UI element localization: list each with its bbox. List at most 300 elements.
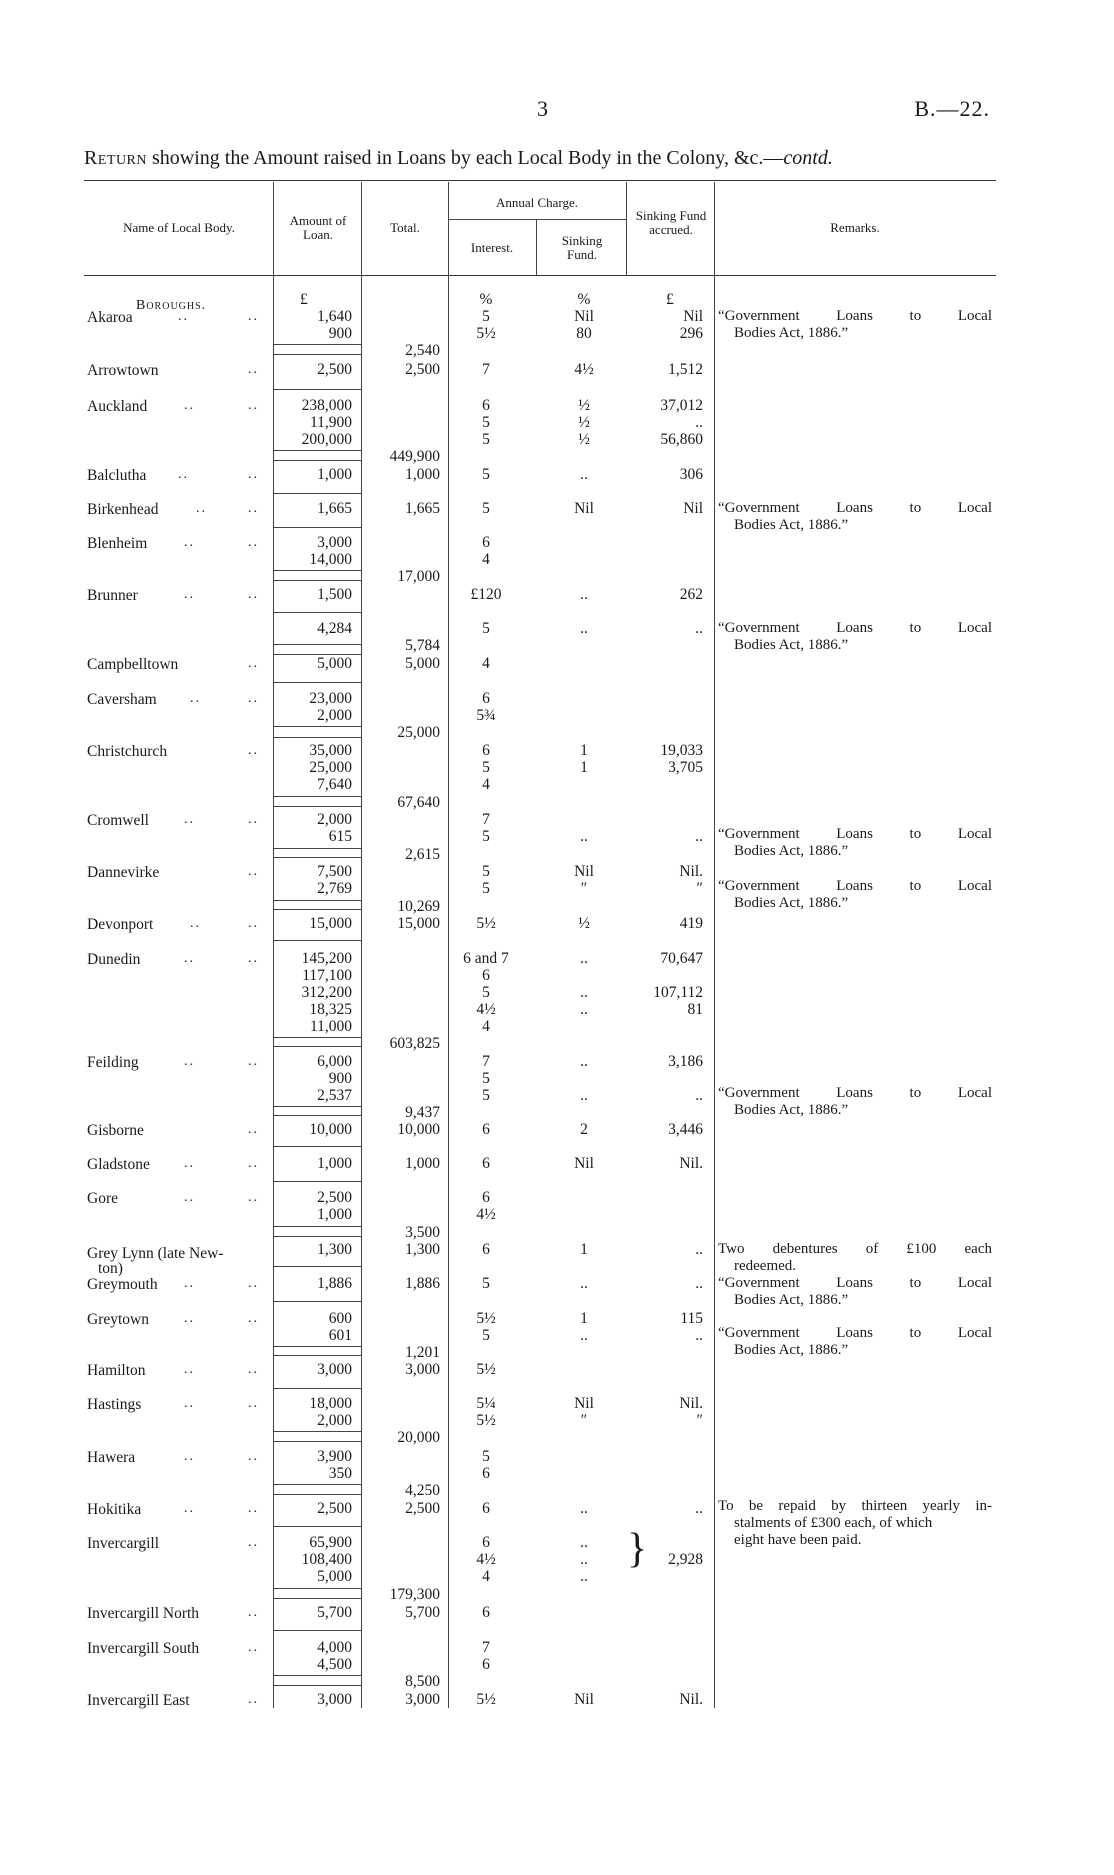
row-name: Invercargill South — [87, 1640, 200, 1657]
accrued-amount: ″ — [696, 1412, 703, 1429]
loan-subtotal-rule — [274, 1346, 361, 1347]
accrued-amount: Nil. — [679, 1155, 703, 1172]
leader-dots: .. — [248, 691, 259, 706]
accrued-amount: 115 — [680, 1310, 703, 1327]
interest-rate: 6 — [482, 1155, 490, 1172]
loan-subtotal-rule — [274, 900, 361, 901]
leader-dots: .. — [248, 1396, 259, 1411]
row-rule — [274, 1598, 361, 1599]
brace-icon: } — [627, 1526, 648, 1572]
loan-amount: 145,200 — [301, 950, 352, 967]
row-rule — [274, 940, 361, 941]
loan-subtotal-rule — [274, 848, 361, 849]
accrued-amount: 306 — [679, 466, 703, 483]
interest-rate: 4 — [482, 1018, 490, 1035]
row-rule — [274, 1526, 361, 1527]
remark-line: “Government Loans to Local — [718, 1275, 992, 1291]
interest-rate: 5½ — [476, 1691, 496, 1708]
remark-line: Bodies Act, 1886.” — [734, 895, 849, 911]
header-annual-charge: Annual Charge. — [495, 195, 579, 210]
sinking-rate: ″ — [580, 1412, 588, 1429]
unit-interest: % — [479, 291, 493, 308]
leader-dots: .. — [248, 1122, 259, 1137]
header-remarks: Remarks. — [830, 220, 880, 235]
loan-amount: 1,665 — [317, 500, 352, 517]
accrued-amount: 56,860 — [660, 431, 703, 448]
loan-amount: 7,500 — [317, 863, 352, 880]
leader-dots: .. — [248, 535, 259, 550]
page-number: 3 — [537, 96, 548, 121]
total-amount: 10,269 — [397, 898, 440, 915]
leader-dots: .. — [248, 1311, 259, 1326]
header-amount: Amount of Loan. — [289, 213, 347, 242]
row-rule — [274, 580, 361, 581]
table-title — [84, 147, 996, 170]
loan-subtotal-rule — [274, 450, 361, 451]
remark-line: Bodies Act, 1886.” — [734, 517, 849, 533]
accrued-amount: 2,928 — [668, 1551, 703, 1568]
row-name: Dunedin — [87, 951, 141, 968]
accrued-amount: 3,446 — [668, 1121, 703, 1138]
loan-amount: 3,000 — [317, 534, 352, 551]
loan-amount: 6,000 — [317, 1053, 352, 1070]
loan-subtotal-rule — [274, 570, 361, 571]
interest-rate: 4 — [482, 776, 490, 793]
row-rule — [274, 1266, 361, 1267]
total-amount: 2,615 — [405, 846, 440, 863]
loan-amount: 350 — [328, 1465, 352, 1482]
leader-dots: .. — [190, 916, 201, 931]
interest-rate: 5¼ — [476, 1395, 496, 1412]
sinking-rate: Nil — [574, 1155, 594, 1172]
row-rule — [274, 1301, 361, 1302]
total-amount: 10,000 — [397, 1121, 440, 1138]
accrued-amount: Nil. — [679, 863, 703, 880]
interest-rate: 6 — [482, 1604, 490, 1621]
remark-line: stalments of £300 each, of which — [734, 1515, 933, 1531]
sinking-rate: 4½ — [574, 361, 594, 378]
loan-amount: 10,000 — [309, 1121, 352, 1138]
accrued-amount: 81 — [687, 1001, 703, 1018]
loan-subtotal-rule — [274, 796, 361, 797]
interest-rate: £120 — [470, 586, 502, 603]
accrued-amount: 107,112 — [653, 984, 703, 1001]
row-name: Birkenhead — [87, 501, 159, 518]
leader-dots: .. — [184, 1501, 195, 1516]
document-reference: B.—22. — [914, 96, 990, 121]
leader-dots: .. — [184, 1276, 195, 1291]
total-amount: 1,000 — [405, 466, 440, 483]
leader-dots: .. — [184, 535, 195, 550]
leader-dots: .. — [184, 1449, 195, 1464]
leader-dots: .. — [184, 1362, 195, 1377]
sinking-rate: .. — [580, 466, 588, 483]
interest-rate: 5 — [482, 1070, 490, 1087]
accrued-amount: .. — [695, 1327, 703, 1344]
total-amount: 179,300 — [389, 1586, 440, 1603]
sinking-rate: 80 — [576, 325, 592, 342]
leader-dots: .. — [248, 1054, 259, 1069]
row-name: Caversham — [87, 691, 157, 708]
row-name: Cromwell — [87, 812, 149, 829]
sinking-rate: Nil — [574, 500, 594, 517]
accrued-amount: 3,186 — [668, 1053, 703, 1070]
header-accrued: Sinking Fund accrued. — [635, 208, 707, 237]
remark-line: Bodies Act, 1886.” — [734, 325, 849, 341]
loan-subtotal-rule — [274, 1484, 361, 1485]
leader-dots: .. — [248, 1692, 259, 1707]
leader-dots: .. — [248, 398, 259, 413]
total-amount: 2,540 — [405, 342, 440, 359]
loan-amount: 601 — [328, 1327, 352, 1344]
sinking-rate: ½ — [578, 414, 590, 431]
remark — [718, 1085, 992, 1119]
sinking-rate: .. — [580, 1053, 588, 1070]
sinking-rate: Nil — [574, 1691, 594, 1708]
row-name: Hawera — [87, 1449, 136, 1466]
interest-rate: 5 — [482, 828, 490, 845]
row-name: Greymouth — [87, 1276, 158, 1293]
interest-rate: 5½ — [476, 1310, 496, 1327]
leader-dots: .. — [248, 916, 259, 931]
row-rule — [274, 612, 361, 613]
sinking-rate: .. — [580, 1500, 588, 1517]
loan-amount: 900 — [328, 325, 352, 342]
remark-line: Bodies Act, 1886.” — [734, 843, 849, 859]
interest-rate: 6 — [482, 1500, 490, 1517]
total-amount: 603,825 — [389, 1035, 440, 1052]
interest-rate: 4½ — [476, 1206, 496, 1223]
loan-amount: 3,000 — [317, 1691, 352, 1708]
loan-amount: 2,500 — [317, 1189, 352, 1206]
loan-amount: 312,200 — [301, 984, 352, 1001]
loan-amount: 2,500 — [317, 361, 352, 378]
interest-rate: 6 — [482, 690, 490, 707]
row-rule — [274, 527, 361, 528]
header-bottom-rule — [84, 275, 996, 276]
loan-amount: 2,000 — [317, 707, 352, 724]
sinking-rate: .. — [580, 984, 588, 1001]
leader-dots: .. — [248, 362, 259, 377]
loan-amount: 35,000 — [309, 742, 352, 759]
loan-amount: 18,325 — [309, 1001, 352, 1018]
row-name: Brunner — [87, 587, 138, 604]
remark — [718, 826, 992, 860]
accrued-amount: .. — [695, 620, 703, 637]
section-heading: Boroughs. — [136, 298, 207, 313]
loan-amount: 18,000 — [309, 1395, 352, 1412]
sinking-rate: Nil — [574, 863, 594, 880]
loan-subtotal-rule — [274, 1037, 361, 1038]
accrued-amount: Nil — [683, 500, 703, 517]
row-rule — [274, 1388, 361, 1389]
accrued-amount: Nil. — [679, 1691, 703, 1708]
accrued-amount: 296 — [679, 325, 703, 342]
column-divider — [714, 182, 715, 1708]
loan-amount: 65,900 — [309, 1534, 352, 1551]
row-name: Akaroa — [87, 309, 133, 326]
accrued-amount: ″ — [696, 880, 703, 897]
accrued-amount: .. — [695, 414, 703, 431]
total-amount: 67,640 — [397, 794, 440, 811]
loan-subtotal-rule — [274, 1106, 361, 1107]
loan-amount: 2,000 — [317, 811, 352, 828]
interest-rate: 4 — [482, 655, 490, 672]
row-name: Gore — [87, 1190, 118, 1207]
total-amount: 3,500 — [405, 1224, 440, 1241]
row-rule — [274, 909, 361, 910]
leader-dots: .. — [248, 1605, 259, 1620]
leader-dots: .. — [248, 1276, 259, 1291]
loan-amount: 5,000 — [317, 655, 352, 672]
loan-amount: 108,400 — [301, 1551, 352, 1568]
loan-amount: 615 — [328, 828, 352, 845]
accrued-amount: 19,033 — [660, 742, 703, 759]
header-sinking-fund: Sinking Fund. — [561, 233, 603, 262]
sinking-rate: .. — [580, 1568, 588, 1585]
remark-line: “Government Loans to Local — [718, 1325, 992, 1341]
row-name: Auckland — [87, 398, 148, 415]
total-amount: 3,000 — [405, 1691, 440, 1708]
loan-amount: 2,769 — [317, 880, 352, 897]
sinking-rate: Nil — [574, 308, 594, 325]
total-amount: 25,000 — [397, 724, 440, 741]
remark — [718, 620, 992, 654]
leader-dots: .. — [178, 467, 189, 482]
remark-line: To be repaid by thirteen yearly in- — [718, 1498, 992, 1514]
sinking-rate: .. — [580, 620, 588, 637]
interest-rate: 6 — [482, 1465, 490, 1482]
row-rule — [274, 389, 361, 390]
interest-rate: 6 — [482, 1121, 490, 1138]
leader-dots: .. — [248, 656, 259, 671]
interest-rate: 6 and 7 — [463, 950, 509, 967]
sinking-rate: Nil — [574, 1395, 594, 1412]
sinking-rate: .. — [580, 950, 588, 967]
loan-amount: 4,284 — [317, 620, 352, 637]
interest-rate: 6 — [482, 1656, 490, 1673]
remark-line: redeemed. — [734, 1258, 797, 1274]
row-name: Dannevirke — [87, 864, 160, 881]
row-name: Invercargill East — [87, 1692, 190, 1709]
total-amount: 9,437 — [405, 1104, 440, 1121]
remark-line: “Government Loans to Local — [718, 308, 992, 324]
loan-amount: 2,500 — [317, 1500, 352, 1517]
sinking-rate: ½ — [578, 915, 590, 932]
leader-dots: .. — [248, 587, 259, 602]
interest-rate: 5 — [482, 880, 490, 897]
loan-subtotal-rule — [274, 726, 361, 727]
row-rule — [274, 737, 361, 738]
loan-amount: 15,000 — [309, 915, 352, 932]
remark-line: “Government Loans to Local — [718, 1085, 992, 1101]
header-total: Total. — [390, 220, 420, 235]
remark-line: Bodies Act, 1886.” — [734, 1292, 849, 1308]
interest-rate: 5 — [482, 984, 490, 1001]
accrued-amount: .. — [695, 1241, 703, 1258]
top-rule — [84, 180, 996, 181]
row-name: Arrowtown — [87, 362, 159, 379]
sinking-rate: .. — [580, 586, 588, 603]
remark — [718, 1275, 992, 1309]
loan-amount: 3,000 — [317, 1361, 352, 1378]
accrued-amount: .. — [695, 1500, 703, 1517]
loan-amount: 1,000 — [317, 466, 352, 483]
sinking-rate: .. — [580, 1087, 588, 1104]
remark-line: Bodies Act, 1886.” — [734, 1102, 849, 1118]
row-name: Hamilton — [87, 1362, 146, 1379]
loan-amount: 25,000 — [309, 759, 352, 776]
row-name: Hastings — [87, 1396, 142, 1413]
row-rule — [274, 460, 361, 461]
loan-amount: 3,900 — [317, 1448, 352, 1465]
total-amount: 1,300 — [405, 1241, 440, 1258]
row-name: Hokitika — [87, 1501, 142, 1518]
loan-amount: 5,700 — [317, 1604, 352, 1621]
sinking-rate: 1 — [580, 742, 588, 759]
interest-rate: 6 — [482, 742, 490, 759]
unit-accrued: £ — [666, 291, 674, 308]
interest-rate: 5½ — [476, 1361, 496, 1378]
interest-rate: 5 — [482, 863, 490, 880]
interest-rate: 5½ — [476, 1412, 496, 1429]
interest-rate: 6 — [482, 967, 490, 984]
total-amount: 8,500 — [405, 1673, 440, 1690]
remark-line: “Government Loans to Local — [718, 620, 992, 636]
leader-dots: .. — [248, 1156, 259, 1171]
total-amount: 2,500 — [405, 1500, 440, 1517]
leader-dots: .. — [196, 501, 207, 516]
interest-rate: 6 — [482, 397, 490, 414]
unit-sinking: % — [577, 291, 591, 308]
leader-dots: .. — [248, 951, 259, 966]
accrued-amount: Nil. — [679, 1395, 703, 1412]
interest-rate: 6 — [482, 1189, 490, 1206]
leader-dots: .. — [248, 309, 259, 324]
remark-line: Two debentures of £100 each — [718, 1241, 992, 1257]
loan-amount: 7,640 — [317, 776, 352, 793]
sinking-rate: .. — [580, 1551, 588, 1568]
row-name-continued: ton) — [98, 1260, 123, 1277]
row-name: Greytown — [87, 1311, 149, 1328]
interest-rate: 4 — [482, 551, 490, 568]
row-name: Gladstone — [87, 1156, 150, 1173]
row-name: Campbelltown — [87, 656, 179, 673]
remark — [718, 1241, 992, 1275]
column-divider — [361, 182, 362, 1708]
row-rule — [274, 857, 361, 858]
total-amount: 3,000 — [405, 1361, 440, 1378]
row-rule — [274, 493, 361, 494]
interest-rate: 6 — [482, 534, 490, 551]
leader-dots: .. — [184, 812, 195, 827]
leader-dots: .. — [184, 1311, 195, 1326]
loan-amount: 1,000 — [317, 1206, 352, 1223]
remark — [718, 1498, 992, 1549]
sinking-rate: ½ — [578, 431, 590, 448]
leader-dots: .. — [184, 587, 195, 602]
remark — [718, 308, 992, 342]
leader-dots: .. — [248, 1449, 259, 1464]
remark — [718, 1325, 992, 1359]
loan-amount: 600 — [328, 1310, 352, 1327]
leader-dots: .. — [248, 743, 259, 758]
leader-dots: .. — [248, 812, 259, 827]
row-rule — [274, 1494, 361, 1495]
row-rule — [274, 354, 361, 355]
row-rule — [274, 1441, 361, 1442]
leader-dots: .. — [248, 501, 259, 516]
leader-dots: .. — [184, 1156, 195, 1171]
row-name: Grey Lynn (late New- — [87, 1245, 224, 1262]
loan-amount: 900 — [328, 1070, 352, 1087]
accrued-amount: Nil — [683, 308, 703, 325]
sinking-rate: .. — [580, 1001, 588, 1018]
total-amount: 449,900 — [389, 448, 440, 465]
total-amount: 1,000 — [405, 1155, 440, 1172]
row-name: Invercargill North — [87, 1605, 200, 1622]
interest-rate: 7 — [482, 361, 490, 378]
interest-rate: 7 — [482, 1639, 490, 1656]
row-name: Gisborne — [87, 1122, 144, 1139]
loan-amount: 1,500 — [317, 586, 352, 603]
sinking-rate: .. — [580, 1327, 588, 1344]
interest-rate: 7 — [482, 811, 490, 828]
leader-dots: .. — [184, 951, 195, 966]
row-rule — [274, 1046, 361, 1047]
title-tail: contd. — [783, 147, 833, 169]
row-rule — [274, 1355, 361, 1356]
loan-subtotal-rule — [274, 644, 361, 645]
loan-subtotal-rule — [274, 344, 361, 345]
accrued-amount: .. — [695, 1087, 703, 1104]
interest-rate: 5¾ — [476, 707, 496, 724]
interest-rate: 4½ — [476, 1551, 496, 1568]
loan-amount: 2,537 — [317, 1087, 352, 1104]
interest-rate: 5 — [482, 466, 490, 483]
loan-amount: 2,000 — [317, 1412, 352, 1429]
row-name: Invercargill — [87, 1535, 160, 1552]
interest-rate: 5½ — [476, 325, 496, 342]
accrued-amount: 3,705 — [668, 759, 703, 776]
accrued-amount: 1,512 — [668, 361, 703, 378]
leader-dots: .. — [248, 467, 259, 482]
leader-dots: .. — [248, 1190, 259, 1205]
leader-dots: .. — [248, 1501, 259, 1516]
row-rule — [274, 806, 361, 807]
loan-amount: 11,000 — [309, 1018, 352, 1035]
row-rule — [274, 682, 361, 683]
row-name: Blenheim — [87, 535, 148, 552]
leader-dots: .. — [190, 691, 201, 706]
row-name: Balclutha — [87, 467, 147, 484]
total-amount: 5,700 — [405, 1604, 440, 1621]
loan-amount: 117,100 — [302, 967, 352, 984]
total-amount: 20,000 — [397, 1429, 440, 1446]
remark-line: Bodies Act, 1886.” — [734, 637, 849, 653]
interest-rate: 6 — [482, 1534, 490, 1551]
row-name: Feilding — [87, 1054, 139, 1071]
total-amount: 1,201 — [405, 1344, 440, 1361]
interest-rate: 5 — [482, 1448, 490, 1465]
loan-amount: 5,000 — [317, 1568, 352, 1585]
title-lead: Return — [84, 147, 148, 169]
row-rule — [274, 1146, 361, 1147]
sinking-rate: 1 — [580, 1310, 588, 1327]
interest-rate: 5 — [482, 759, 490, 776]
loan-subtotal-rule — [274, 1431, 361, 1432]
loan-amount: 14,000 — [309, 551, 352, 568]
